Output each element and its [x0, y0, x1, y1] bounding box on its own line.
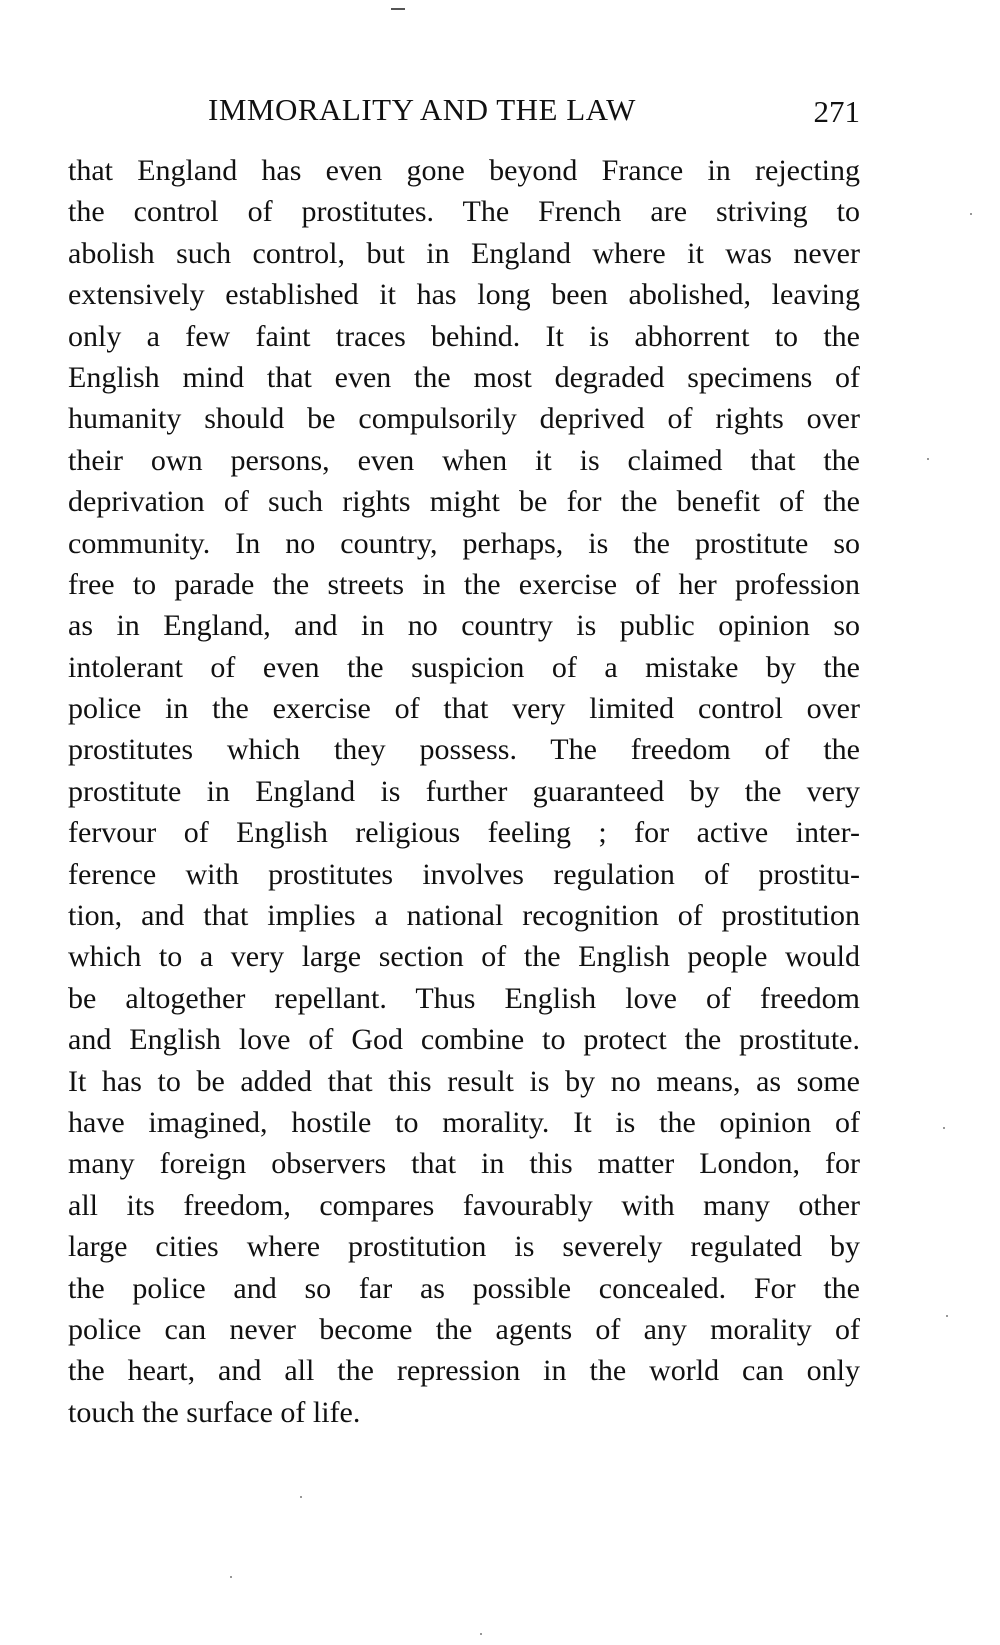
running-head	[68, 92, 860, 132]
text-line: police can never become the agents of any morality of	[68, 1312, 860, 1346]
text-line: deprivation of such rights might be for the benefit of the	[68, 485, 860, 519]
text-line: abolish such control, but in England where it was never	[68, 236, 860, 270]
text-line: only a few faint traces behind. It is abhorrent to the	[68, 319, 860, 353]
page-number: 271	[813, 94, 860, 129]
text-line: tion, and that implies a national recognition of prostitution	[68, 899, 860, 933]
text-line: the control of prostitutes. The French are striving to	[68, 195, 860, 229]
text-line: their own persons, even when it is claimed that the	[68, 443, 860, 477]
text-line: as in England, and in no country is public opinion so	[68, 609, 860, 643]
text-line: large cities where prostitution is severely regulated by	[68, 1230, 860, 1264]
top-edge-mark	[391, 8, 405, 10]
paper-speck	[946, 1315, 948, 1317]
text-line: which to a very large section of the English people would	[68, 940, 860, 974]
text-line: prostitutes which they possess. The freedom of the	[68, 733, 860, 767]
paper-speck	[230, 1576, 232, 1578]
text-line: many foreign observers that in this matter London, for	[68, 1147, 860, 1181]
paper-speck	[480, 1633, 482, 1635]
text-line: all its freedom, compares favourably with many other	[68, 1188, 860, 1222]
text-line: English mind that even the most degraded specimens of	[68, 360, 860, 394]
body-text	[68, 150, 860, 1433]
text-line: that England has even gone beyond France in rejecting	[68, 154, 860, 187]
paper-speck	[927, 458, 929, 460]
text-line: be altogether repellant. Thus English love of freedom	[68, 981, 860, 1015]
text-line: It has to be added that this result is by no means, as some	[68, 1064, 860, 1098]
text-line: humanity should be compulsorily deprived of rights over	[68, 402, 860, 436]
text-line: intolerant of even the suspicion of a mistake by the	[68, 650, 860, 684]
text-line: and English love of God combine to protect the prostitute.	[68, 1023, 860, 1057]
text-line: free to parade the streets in the exercise of her profession	[68, 567, 860, 601]
text-line: ference with prostitutes involves regulation of prostitu-	[68, 857, 860, 891]
text-line: fervour of English religious feeling ; for active inter-	[68, 816, 860, 850]
text-line: police in the exercise of that very limited control over	[68, 692, 860, 726]
paper-speck	[943, 1127, 945, 1129]
text-line: community. In no country, perhaps, is the prostitute so	[68, 526, 860, 560]
text-line: the police and so far as possible concealed. For the	[68, 1271, 860, 1305]
paper-speck	[970, 213, 972, 215]
text-line: extensively established it has long been abolished, leaving	[68, 278, 860, 312]
running-title: IMMORALITY AND THE LAW	[208, 92, 636, 127]
text-line: prostitute in England is further guaranteed by the very	[68, 774, 860, 808]
text-line-last: touch the surface of life.	[68, 1395, 361, 1429]
paper-speck	[300, 1496, 302, 1498]
text-line: have imagined, hostile to morality. It is the opinion of	[68, 1105, 860, 1139]
text-line: the heart, and all the repression in the world can only	[68, 1354, 860, 1388]
